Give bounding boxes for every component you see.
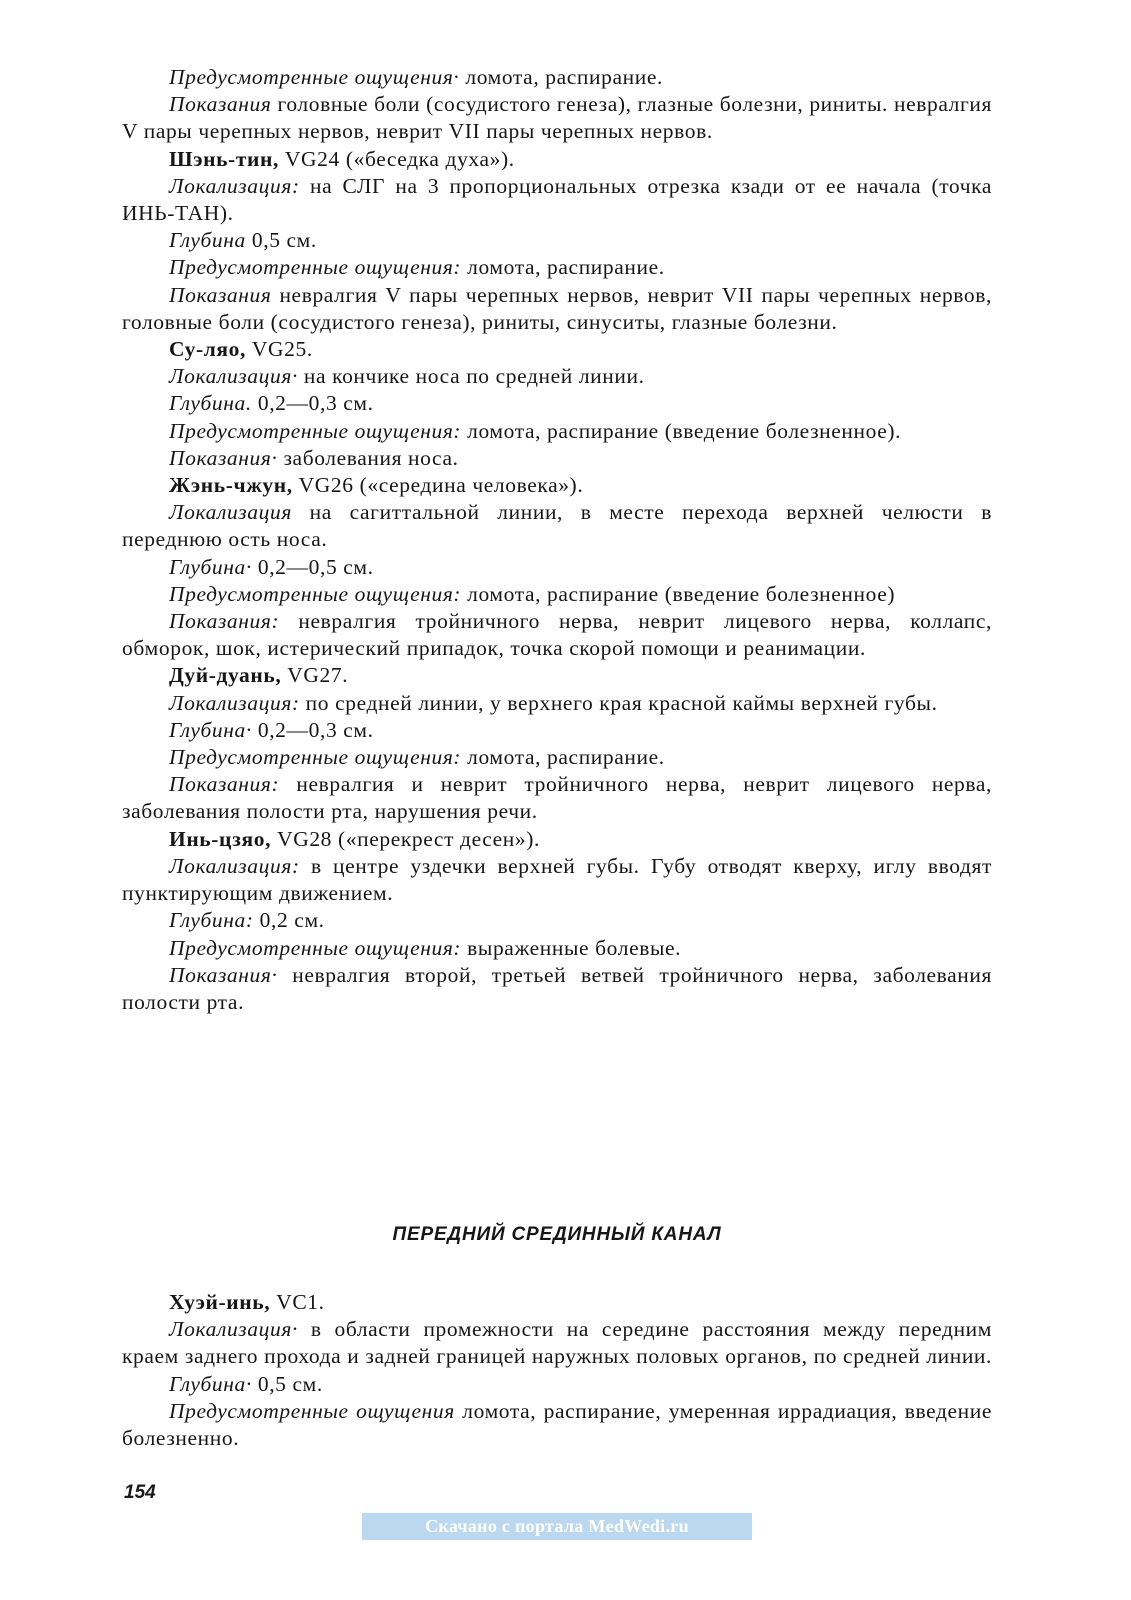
field-text: VG26 («середина человека»). (292, 473, 584, 498)
field-text: VG27. (281, 663, 349, 688)
field-text: VG24 («беседка духа»). (278, 146, 515, 171)
field-text: заболевания носа. (277, 445, 459, 470)
field-label: Показания (169, 282, 272, 307)
point-name: Су-ляо, (169, 337, 246, 362)
entry-paragraph (122, 907, 992, 934)
field-label: Глубина: (169, 908, 254, 933)
field-label: Локализация: (169, 853, 300, 878)
field-text: VG25. (245, 337, 313, 362)
entry-paragraph (122, 254, 992, 281)
section-heading: ПЕРЕДНИЙ СРЕДИННЫЙ КАНАЛ (392, 1224, 722, 1245)
field-text: невралгия и неврит тройничного нерва, неврит лицевого нерва, заболевания полости рта, нарушения речи. (122, 772, 992, 824)
field-text: 0,2—0,3 см. (251, 391, 374, 416)
entry-paragraph (122, 608, 992, 662)
entry-paragraph (122, 581, 992, 608)
field-label: Показания: (169, 609, 280, 634)
entry-paragraph (122, 390, 992, 417)
field-label: Локализация: (169, 173, 300, 198)
field-text: ломота, распирание, умеренная иррадиация, введение болезненно. (122, 1398, 992, 1451)
field-label: Локализация· (169, 1317, 298, 1342)
entry-paragraph (122, 64, 992, 91)
entry-paragraph (122, 363, 992, 390)
field-text: ломота, распирание. (459, 65, 663, 89)
point-entry (122, 336, 992, 363)
point-name: Инь-цзяо, (169, 826, 272, 851)
entry-paragraph (122, 173, 992, 227)
field-label: Показания· (169, 445, 278, 470)
field-text: на кончике носа по средней линии. (297, 364, 645, 389)
field-text: невралгия тройничного нерва, неврит лицевого нерва, коллапс, обморок, шок, истерический припадок, точка скорой помощи и реанимации. (122, 609, 992, 661)
entry-paragraph (122, 935, 992, 962)
field-label: Предусмотренные ощущения: (169, 581, 462, 606)
field-label: Глубина· (169, 554, 252, 579)
field-label: Предусмотренные ощущения: (169, 255, 462, 280)
field-text: на сагиттальной линии, в месте перехода верхней челюсти в переднюю ость носа. (122, 500, 992, 552)
page-number: 154 (124, 1482, 156, 1503)
point-entry (122, 146, 992, 173)
field-label: Предусмотренные ощущения: (169, 745, 462, 770)
entry-paragraph (122, 690, 992, 717)
entry-paragraph (122, 91, 992, 145)
entry-paragraph (122, 445, 992, 472)
field-label: Локализация: (169, 690, 300, 715)
text-block-top (122, 64, 992, 1016)
entry-paragraph (122, 418, 992, 445)
field-label: Локализация (169, 500, 292, 525)
entry-paragraph (122, 499, 992, 553)
field-text: головные боли (сосудистого генеза), глазные болезни, риниты. невралгия V пары черепных нервов, неврит VII пары черепных нервов. (122, 92, 993, 144)
entry-paragraph (122, 717, 992, 744)
field-label: Показания: (169, 772, 280, 797)
field-label: Предусмотренные ощущения: (169, 935, 462, 960)
field-label: Предусмотренные ощущения· (169, 65, 460, 89)
point-entry (122, 826, 992, 853)
point-entry (122, 662, 992, 689)
field-label: Глубина. (169, 391, 252, 416)
field-text: ломота, распирание (введение болезненное) (461, 581, 896, 606)
entry-paragraph (122, 282, 992, 336)
field-label: Предусмотренные ощущения (169, 1398, 455, 1423)
field-label: Предусмотренные ощущения: (169, 418, 462, 443)
field-text: на СЛГ на 3 пропорциональных отрезка кзади от ее начала (точка ИНЬ-ТАН). (122, 173, 992, 226)
entry-paragraph (122, 962, 992, 1016)
field-text: VG28 («перекрест десен»). (271, 826, 540, 851)
field-text: по средней линии, у верхнего края красной каймы верхней губы. (299, 690, 938, 715)
field-text: выраженные болевые. (461, 935, 682, 960)
entry-paragraph (122, 1398, 992, 1452)
point-name: Хуэй-инь, (169, 1290, 271, 1314)
entry-paragraph (122, 853, 992, 907)
field-text: невралгия второй, третьей ветвей тройничного нерва, заболевания полости рта. (122, 962, 992, 1014)
field-text: невралгия V пары черепных нервов, неврит VII пары черепных нервов, головные боли (сосудистого генеза), риниты, синуситы, глазные болезни. (122, 282, 992, 334)
text-block-bottom (122, 1289, 992, 1452)
entry-paragraph (122, 744, 992, 771)
entry-paragraph (122, 227, 992, 254)
field-text: в области промежности на середине расстояния между передним краем заднего прохода и задней границей наружных половых органов, по средней линии. (122, 1317, 993, 1369)
entry-paragraph (122, 554, 992, 581)
field-text: 0,2—0,3 см. (251, 717, 374, 742)
field-text: 0,2 см. (253, 908, 325, 933)
field-label: Глубина· (169, 717, 252, 742)
point-name: Дуй-дуань, (169, 663, 282, 688)
entry-paragraph (122, 1316, 992, 1370)
field-text: VC1. (270, 1290, 325, 1314)
entry-paragraph (122, 771, 992, 825)
field-label: Глубина· (169, 1371, 252, 1396)
field-text: ломота, распирание (введение болезненное). (461, 418, 902, 443)
field-text: 0,5 см. (245, 228, 317, 253)
point-name: Жэнь-чжун, (169, 473, 293, 498)
field-label: Показания (169, 92, 272, 117)
point-name: Шэнь-тин, (169, 146, 279, 171)
field-label: Показания· (169, 962, 278, 987)
point-entry (122, 1289, 992, 1316)
field-label: Локализация· (169, 364, 298, 389)
watermark-banner: Скачано с портала MedWedi.ru (362, 1513, 752, 1540)
field-label: Глубина (169, 228, 246, 253)
point-entry (122, 472, 992, 499)
field-text: 0,2—0,5 см. (251, 554, 374, 579)
field-text: ломота, распирание. (461, 745, 665, 770)
field-text: ломота, распирание. (461, 255, 665, 280)
field-text: 0,5 см. (251, 1371, 323, 1396)
entry-paragraph (122, 1371, 992, 1398)
field-text: в центре уздечки верхней губы. Губу отводят кверху, иглу вводят пунктирующим движением. (122, 853, 992, 906)
